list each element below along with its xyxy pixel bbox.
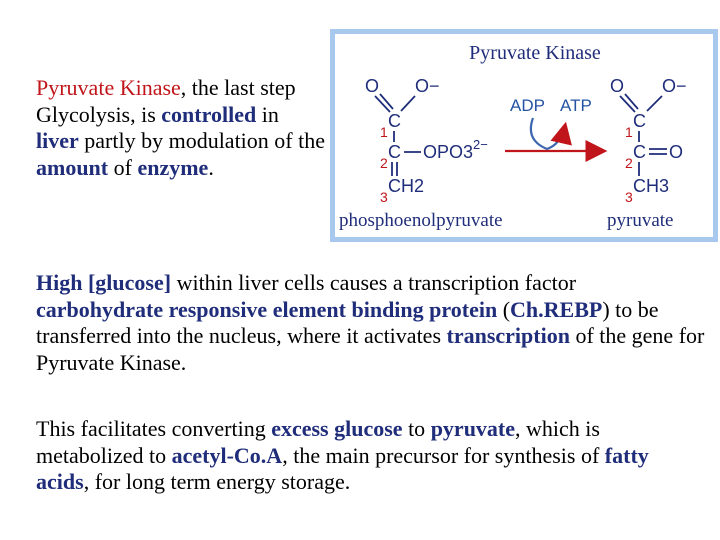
amount-term: amount [36,154,109,180]
atom-c2: C [388,142,401,162]
carbon-number-2: 2 [625,155,633,171]
atom-o-minus: O− [415,76,440,96]
text-run: , the last step Glycolysis, is [36,75,296,127]
figure-title: Pyruvate Kinase [469,42,601,64]
liver-term: liver [36,128,79,153]
phosphoenolpyruvate-label: phosphoenolpyruvate [339,210,503,231]
text-run: ( [497,296,511,322]
pyruvate-label: pyruvate [607,210,674,231]
pyruvate-kinase-term: Pyruvate Kinase [36,75,181,100]
metabolism-paragraph [36,416,706,496]
atom-o-minus: O− [662,76,687,96]
phosphoenolpyruvate-structure [365,76,488,205]
excess-glucose-term: excess glucose [271,416,403,441]
reaction-diagram [335,34,713,237]
transcription-paragraph [36,270,706,376]
carbon-number-2: 2 [380,155,388,171]
intro-paragraph [36,75,326,181]
chrebp-full-term: carbohydrate responsive element binding protein [36,296,498,322]
atp-label: ATP [560,96,592,115]
text-run: , which is metabolized to [36,416,600,468]
atom-ch2: CH2 [388,176,425,196]
atom-c1: C [388,111,401,131]
text-run: ) to be transferred into the nucleus, where it activates [36,296,659,348]
text-run: This facilitates converting [36,416,272,441]
pyruvate-structure [610,76,687,205]
text-run: , for long term energy storage. [83,469,351,494]
atom-ch3: CH3 [633,176,670,196]
phosphate-charge: 2− [473,137,488,152]
chrebp-abbrev-term: Ch.REBP [510,296,603,322]
atom-c1: C [633,111,646,131]
fatty-acids-term: fatty acids [36,442,649,494]
text-run: in [256,101,279,127]
atom-opo3: OPO3 [423,142,474,162]
adp-label: ADP [510,96,545,115]
text-run: , the main precursor for synthesis of [282,442,605,468]
carbon-number-3: 3 [625,189,633,205]
atom-o: O [365,76,380,96]
cofactor-curve-arrow [531,118,565,149]
text-run: . [208,154,214,180]
carbon-number-1: 1 [625,124,633,140]
carbon-number-3: 3 [380,189,388,205]
carbon-number-1: 1 [380,124,388,140]
controlled-term: controlled [161,101,257,127]
text-run: within liver cells causes a transcription factor [171,270,577,295]
atom-o-carbonyl: O [669,142,684,162]
high-glucose-term: High [glucose] [36,270,172,295]
pyruvate-term: pyruvate [430,416,516,441]
text-run: of [108,154,138,180]
pyruvate-kinase-reaction-figure [330,29,718,242]
atom-c2: C [633,142,646,162]
text-run: partly by modulation of the [78,128,325,153]
transcription-term: transcription [446,323,570,348]
atom-o: O [610,76,625,96]
enzyme-term: enzyme [137,154,209,180]
acetyl-coa-term: acetyl-Co.A [171,442,283,468]
text-run: to [402,416,431,441]
text-run: of the gene for Pyruvate Kinase. [36,323,705,375]
